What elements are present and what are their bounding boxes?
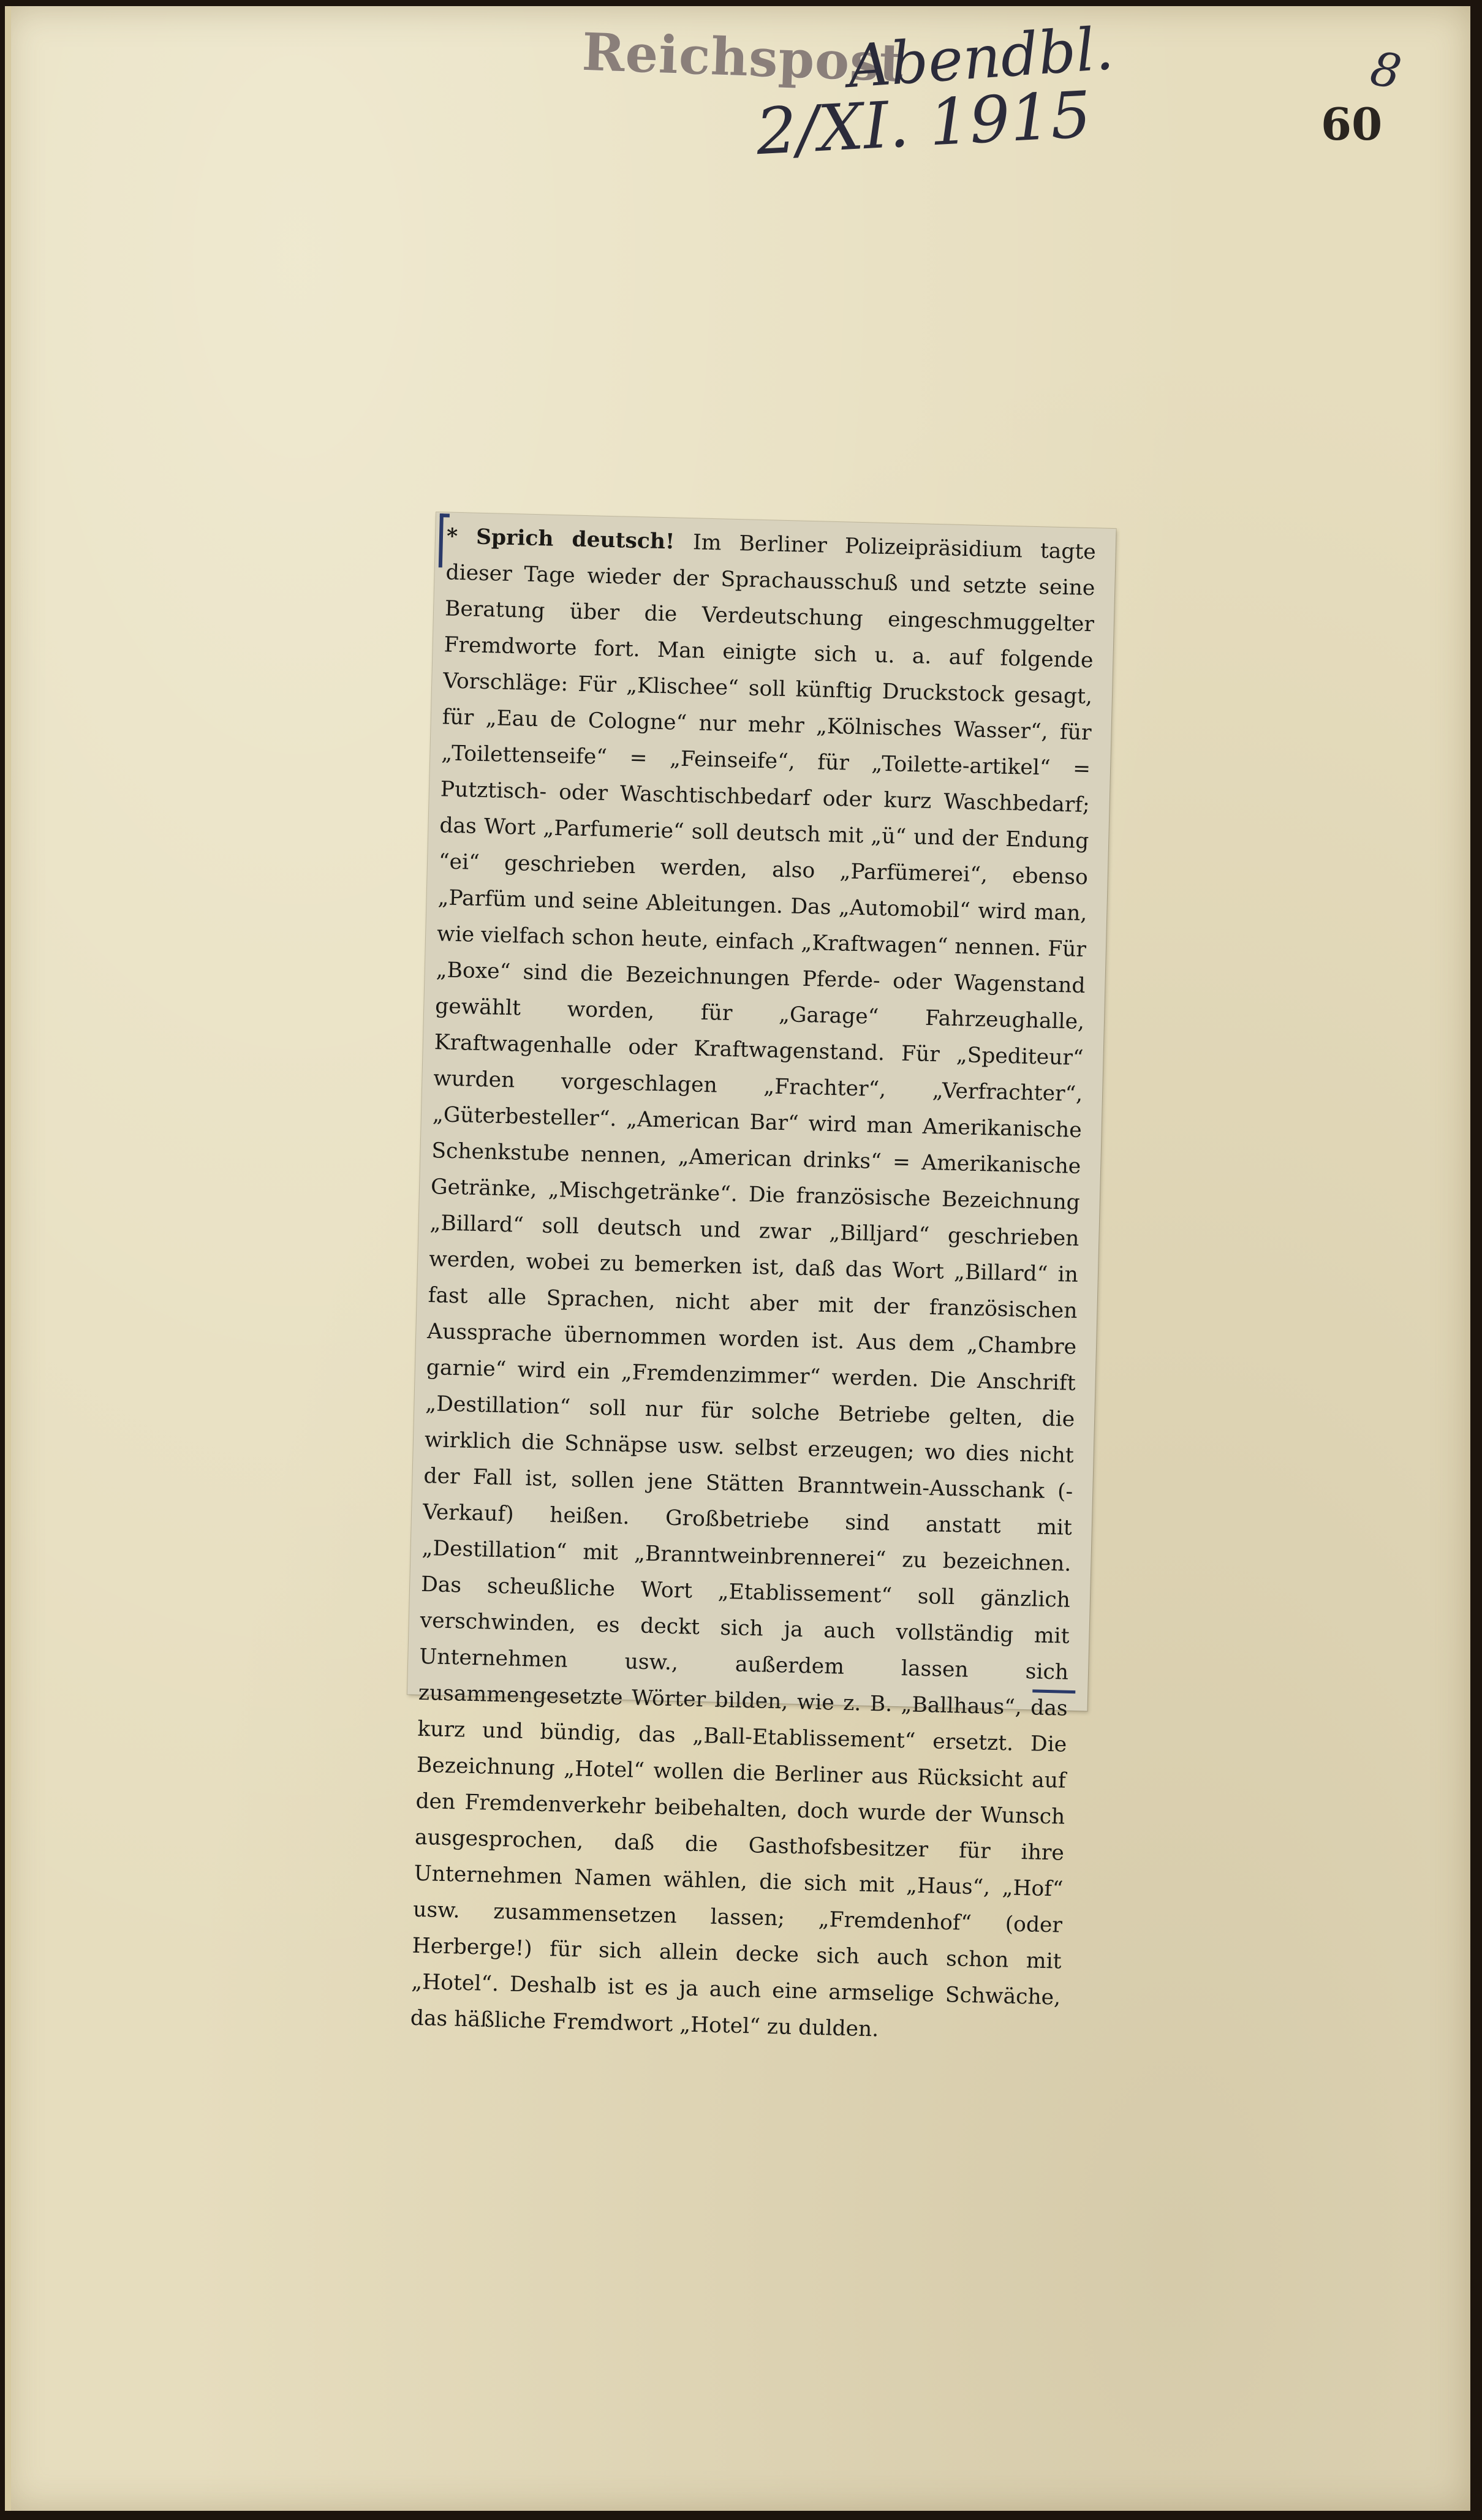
article-text (410, 518, 1096, 2052)
sheet-edge (5, 6, 11, 2511)
blue-pencil-end-mark (1032, 1684, 1075, 1693)
article-headline: * Sprich deutsch! (446, 524, 694, 555)
newspaper-clipping (407, 512, 1116, 2042)
handwritten-edition: Abendbl. (845, 14, 1116, 101)
archive-sheet (5, 6, 1470, 2511)
handwritten-corner-mark: 8 (1366, 40, 1405, 100)
article-body: Im Berliner Polizeipräsidium tagte dieser Tage wieder der Sprachausschuß und setzte seine Beratung über die Verdeutschung eingeschmuggelter Fremdworte fort. Man einigte sich u. a. auf folgende Vorschläge: Für „Klischee“ soll künftig Druckstock gesagt, für „Eau de Cologne“ nur mehr „Kölnisches Wasser“, für „Toilettenseife“ = „Feinseife“, für „Toilette-artikel“ = Putztisch- oder Waschtischbedarf oder kurz Waschbedarf; das Wort „Parfumerie“ soll deutsch mit „ü“ und der Endung “ei“ geschrieben werden, also „Parfümerei“, ebenso „Parfüm und seine Ableitungen. Das „Automobil“ wird man, wie vielfach schon heute, einfach „Kraftwagen“ nennen. Für „Boxe“ sind die Bezeichnungen Pferde- oder Wagenstand gewählt worden, für „Garage“ Fahrzeughalle, Kraftwagenhalle oder Kraftwagenstand. Für „Spediteur“ wurden vorgeschlagen „Frachter“, „Verfrachter“, „Güterbesteller“. „American Bar“ wird man Amerikanische Schenkstube nennen, „American drinks“ = Amerikanische Getränke, „Mischgetränke“. Die französische Bezeichnung „Billard“ soll deutsch und zwar „Billjard“ geschrieben werden, wobei zu bemerken ist, daß das Wort „Billard“ in fast alle Sprachen, nicht aber mit der französischen Aussprache übernommen worden ist. Aus dem „Chambre garnie“ wird ein „Fremdenzimmer“ werden. Die Anschrift „Destillation“ soll nur für solche Betriebe gelten, die wirklich die Schnäpse usw. selbst erzeugen; wo dies nicht der Fall ist, sollen jene Stätten Branntwein-Ausschank (-Verkauf) heißen. Großbetriebe sind anstatt mit „Destillation“ mit „Branntweinbrennerei“ zu bezeichnen. Das scheußliche Wort „Etablissement“ soll gänzlich verschwinden, es deckt sich ja auch vollständig mit Unternehmen usw., außerdem lassen sich zusammengesetzte Wörter bilden, wie z. B. „Ballhaus“, das kurz und bündig, das „Ball-Etablissement“ ersetzt. Die Bezeichnung „Hotel“ wollen die Berliner aus Rücksicht auf den Fremdenverkehr beibehalten, doch wurde der Wunsch ausgesprochen, daß die Gasthofsbesitzer für ihre Unternehmen Namen wählen, die sich mit „Haus“, „Hof“ usw. zusammensetzen lassen; „Fremdenhof“ (oder Herberge!) für sich allein decke sich auch schon mit „Hotel“. Deshalb ist es ja auch eine armselige Schwäche, das häßliche Fremdwort „Hotel“ zu dulden. (410, 530, 1097, 2042)
handwritten-date: 2/XI. 1915 (754, 77, 1093, 170)
page-number: 60 (1321, 98, 1383, 150)
newspaper-stamp: Reichspost (581, 21, 905, 94)
